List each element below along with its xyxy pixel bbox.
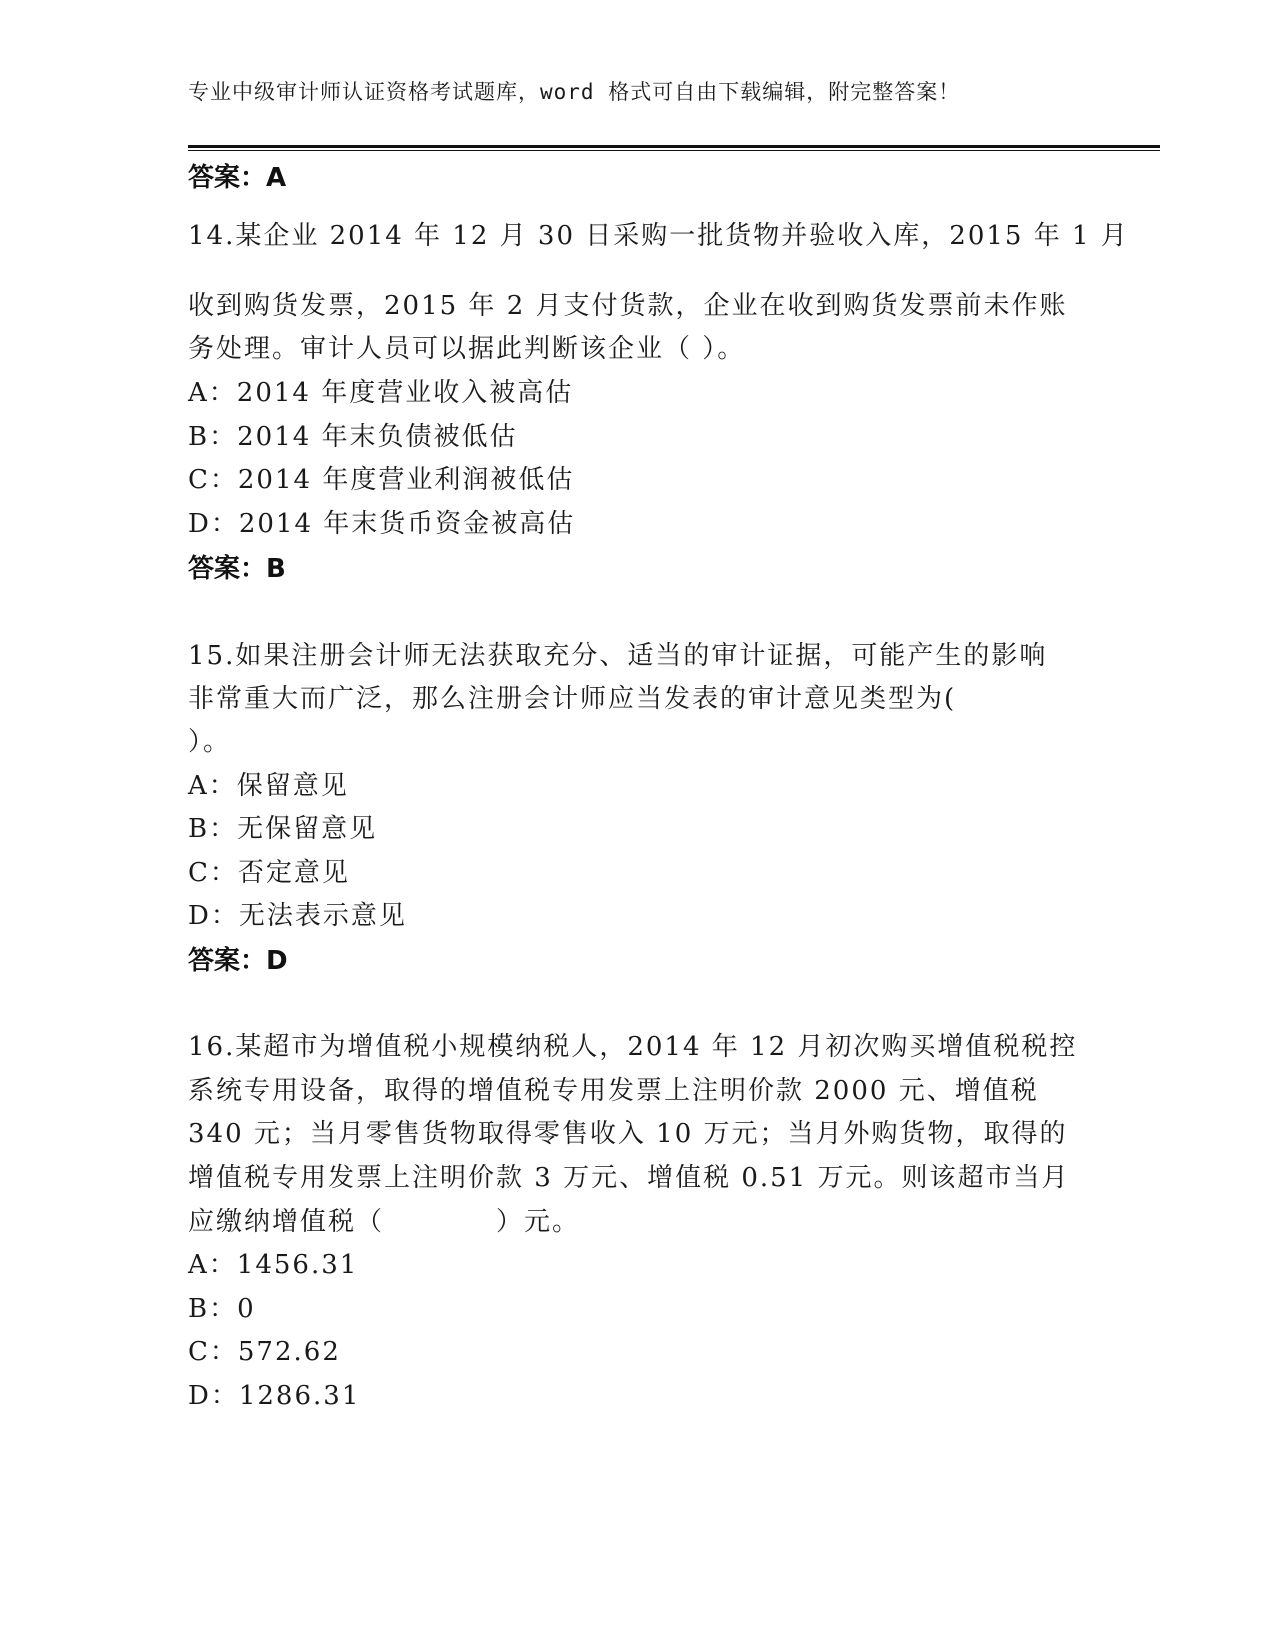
q15-option-d: D：无法表示意见	[188, 901, 407, 931]
q16-stem-line-2: 系统专用设备，取得的增值税专用发票上注明价款 2000 元、增值税	[188, 1076, 1039, 1106]
q14-option-b: B：2014 年末负债被低估	[188, 422, 518, 452]
q16-option-d: D：1286.31	[188, 1381, 361, 1411]
q16-option-a: A：1456.31	[188, 1250, 359, 1280]
q15-option-b: B：无保留意见	[188, 814, 378, 844]
page-header: 专业中级审计师认证资格考试题库，word 格式可自由下载编辑，附完整答案！	[188, 80, 961, 104]
q14-stem-line-1: 14.某企业 2014 年 12 月 30 日采购一批货物并验收入库，2015 年 1 月	[188, 221, 1129, 251]
q15-stem-line-1: 15.如果注册会计师无法获取充分、适当的审计证据，可能产生的影响	[188, 641, 1048, 671]
q16-stem-line-3: 340 元；当月零售货物取得零售收入 10 万元；当月外购货物，取得的	[188, 1119, 1068, 1149]
q14-stem-line-2: 收到购货发票，2015 年 2 月支付货款，企业在收到购货发票前未作账	[188, 291, 1068, 321]
q14-option-d: D：2014 年末货币资金被高估	[188, 509, 576, 539]
header-rule-thin	[188, 150, 1160, 151]
q15-option-c: C：否定意见	[188, 858, 350, 888]
q15-answer: 答案：D	[188, 946, 288, 976]
q14-stem-line-3: 务处理。审计人员可以据此判断该企业（ ）。	[188, 334, 746, 364]
q16-option-b: B：0	[188, 1294, 256, 1324]
previous-answer: 答案：A	[188, 163, 287, 193]
q16-stem-line-5: 应缴纳增值税（ ）元。	[188, 1207, 581, 1237]
q16-stem-line-1: 16.某超市为增值税小规模纳税人，2014 年 12 月初次购买增值税税控	[188, 1032, 1078, 1062]
q16-stem-line-4: 增值税专用发票上注明价款 3 万元、增值税 0.51 万元。则该超市当月	[188, 1163, 1070, 1193]
q15-option-a: A：保留意见	[188, 771, 349, 801]
q15-stem-line-2: 非常重大而广泛，那么注册会计师应当发表的审计意见类型为(	[188, 684, 957, 714]
q14-option-a: A：2014 年度营业收入被高估	[188, 378, 574, 408]
header-rule-thick	[188, 145, 1160, 148]
q14-option-c: C：2014 年度营业利润被低估	[188, 465, 575, 495]
q14-answer: 答案：B	[188, 554, 286, 584]
q16-option-c: C：572.62	[188, 1337, 341, 1367]
q15-stem-line-3: ）。	[188, 727, 232, 757]
